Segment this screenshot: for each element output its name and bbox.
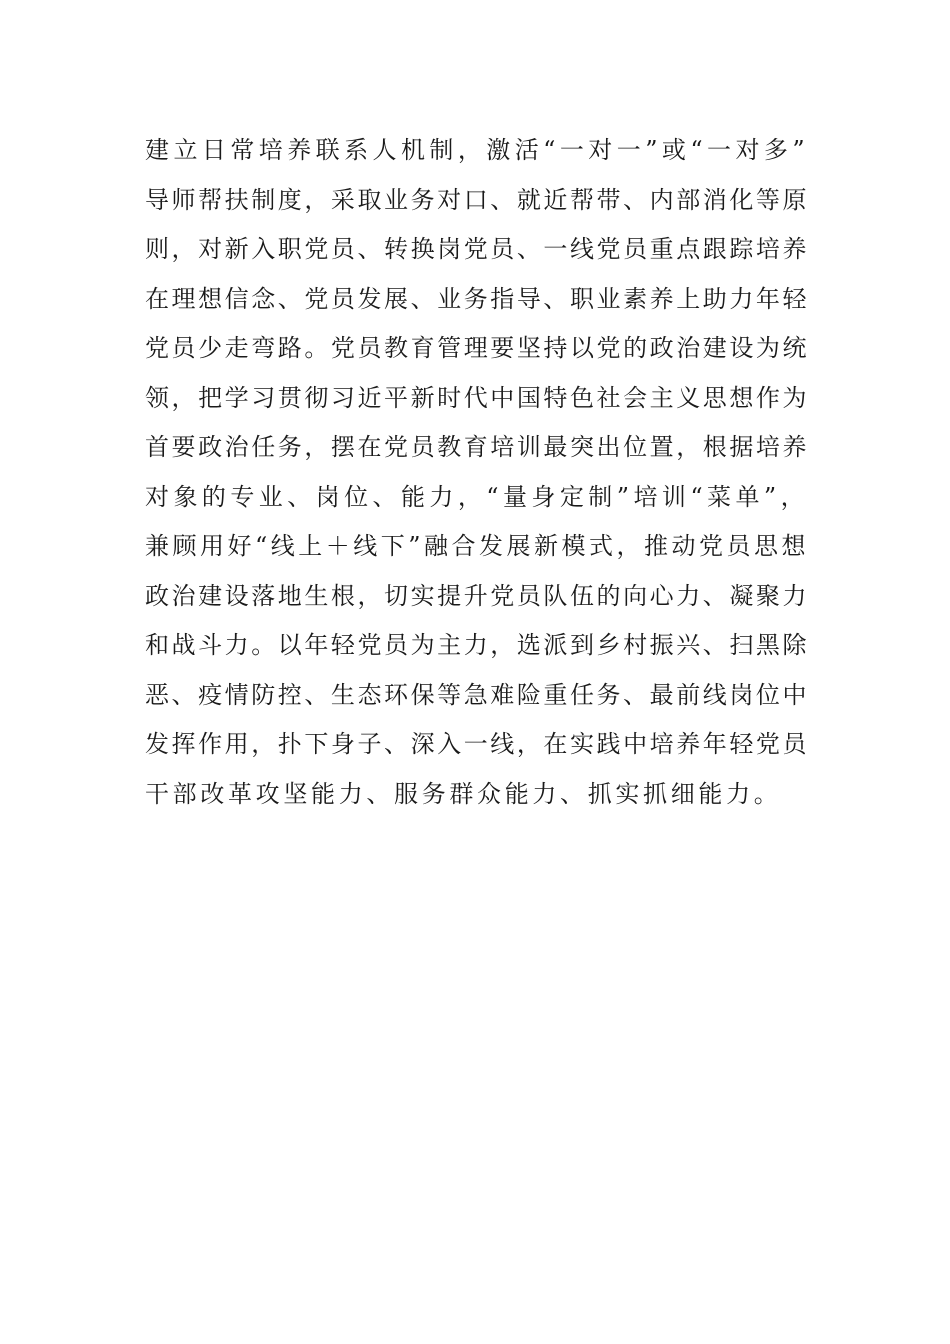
paragraph-line: 政治建设落地生根，切实提升党员队伍的向心力、凝聚力 [145, 581, 809, 610]
paragraph-line: 发挥作用，扑下身子、深入一线，在实践中培养年轻党员 [145, 730, 809, 758]
paragraph-line: 导师帮扶制度，采取业务对口、就近帮带、内部消化等原 [145, 185, 809, 214]
paragraph-line: 则，对新入职党员、转换岗党员、一线党员重点跟踪培养 [145, 235, 809, 263]
paragraph-line: 首要政治任务，摆在党员教育培训最突出位置，根据培养 [145, 433, 809, 461]
body-paragraph [145, 126, 809, 819]
paragraph-line: 恶、疫情防控、生态环保等急难险重任务、最前线岗位中 [145, 680, 809, 709]
paragraph-line: 建立日常培养联系人机制，激活“一对一”或“一对多” [145, 136, 809, 164]
paragraph-line: 干部改革攻坚能力、服务群众能力、抓实抓细能力。 [145, 779, 782, 808]
paragraph-line: 领，把学习贯彻习近平新时代中国特色社会主义思想作为 [145, 383, 809, 412]
paragraph-line: 和战斗力。以年轻党员为主力，选派到乡村振兴、扫黑除 [145, 631, 809, 659]
paragraph-line: 党员少走弯路。党员教育管理要坚持以党的政治建设为统 [145, 334, 809, 362]
paragraph-line: 在理想信念、党员发展、业务指导、职业素养上助力年轻 [145, 284, 809, 313]
paragraph-line: 对象的专业、岗位、能力，“量身定制”培训“菜单”， [145, 482, 809, 511]
paragraph-line: 兼顾用好“线上＋线下”融合发展新模式，推动党员思想 [145, 532, 809, 560]
